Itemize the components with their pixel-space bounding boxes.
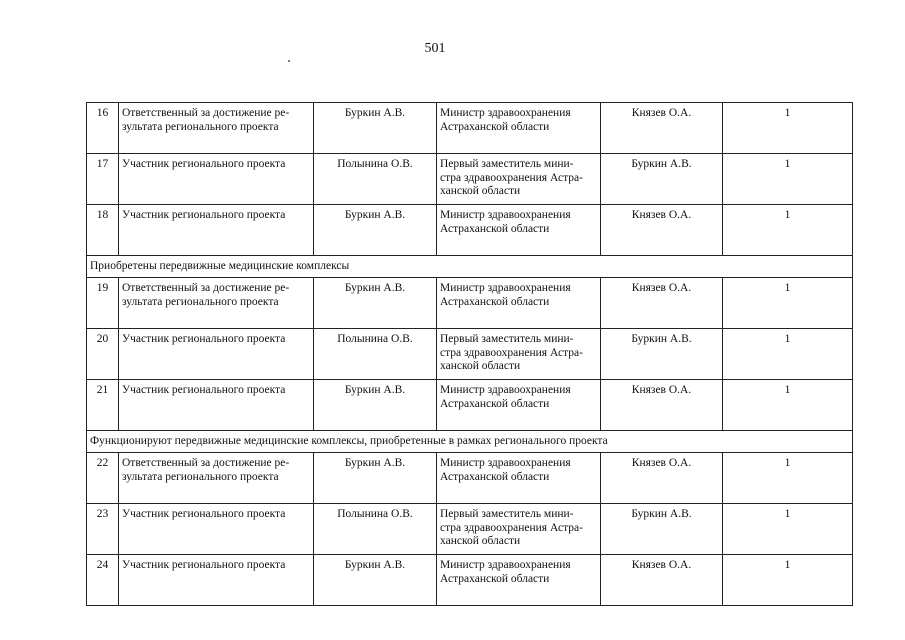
section-header-row <box>87 431 853 453</box>
employment-cell: 1 <box>723 504 853 555</box>
row-number-cell: 18 <box>87 205 119 256</box>
section-header-row <box>87 256 853 278</box>
supervisor-cell: Буркин А.В. <box>601 504 723 555</box>
name-cell: Буркин А.В. <box>314 555 437 606</box>
name-cell: Полынина О.В. <box>314 504 437 555</box>
name-cell: Буркин А.В. <box>314 453 437 504</box>
supervisor-cell: Князев О.А. <box>601 278 723 329</box>
role-cell: Ответственный за достижение ре- зультата регионального проекта <box>119 453 314 504</box>
name-cell: Полынина О.В. <box>314 154 437 205</box>
name-cell: Буркин А.В. <box>314 380 437 431</box>
section-title: Функционируют передвижные медицинские комплексы, приобретенные в рамках регионального проекта <box>87 431 853 453</box>
position-cell: Министр здравоохранения Астраханской области <box>437 278 601 329</box>
role-cell: Ответственный за достижение ре- зультата регионального проекта <box>119 103 314 154</box>
supervisor-cell: Буркин А.В. <box>601 154 723 205</box>
employment-cell: 1 <box>723 103 853 154</box>
position-cell: Первый заместитель мини- стра здравоохранения Астра- ханской области <box>437 154 601 205</box>
row-number-cell: 20 <box>87 329 119 380</box>
role-cell: Участник регионального проекта <box>119 329 314 380</box>
name-cell: Буркин А.В. <box>314 103 437 154</box>
position-cell: Министр здравоохранения Астраханской области <box>437 103 601 154</box>
row-number-cell: 19 <box>87 278 119 329</box>
supervisor-cell: Князев О.А. <box>601 380 723 431</box>
employment-cell: 1 <box>723 154 853 205</box>
name-cell: Буркин А.В. <box>314 278 437 329</box>
scan-speck <box>288 60 290 62</box>
position-cell: Министр здравоохранения Астраханской области <box>437 380 601 431</box>
role-cell: Участник регионального проекта <box>119 504 314 555</box>
name-cell: Буркин А.В. <box>314 205 437 256</box>
row-number-cell: 21 <box>87 380 119 431</box>
employment-cell: 1 <box>723 555 853 606</box>
table-body <box>87 103 853 606</box>
table-row <box>87 329 853 380</box>
table-row <box>87 453 853 504</box>
name-cell: Полынина О.В. <box>314 329 437 380</box>
page-number: 501 <box>424 41 446 56</box>
row-number-cell: 16 <box>87 103 119 154</box>
table-row <box>87 154 853 205</box>
role-cell: Участник регионального проекта <box>119 205 314 256</box>
employment-cell: 1 <box>723 205 853 256</box>
row-number-cell: 23 <box>87 504 119 555</box>
position-cell: Министр здравоохранения Астраханской области <box>437 205 601 256</box>
supervisor-cell: Князев О.А. <box>601 555 723 606</box>
table-row <box>87 103 853 154</box>
role-cell: Участник регионального проекта <box>119 555 314 606</box>
position-cell: Первый заместитель мини- стра здравоохранения Астра- ханской области <box>437 329 601 380</box>
position-cell: Министр здравоохранения Астраханской области <box>437 453 601 504</box>
table-row <box>87 278 853 329</box>
employment-cell: 1 <box>723 278 853 329</box>
row-number-cell: 22 <box>87 453 119 504</box>
table-row <box>87 380 853 431</box>
section-title: Приобретены передвижные медицинские комплексы <box>87 256 853 278</box>
supervisor-cell: Буркин А.В. <box>601 329 723 380</box>
employment-cell: 1 <box>723 453 853 504</box>
supervisor-cell: Князев О.А. <box>601 205 723 256</box>
table-row <box>87 205 853 256</box>
table-row <box>87 555 853 606</box>
employment-cell: 1 <box>723 380 853 431</box>
employment-cell: 1 <box>723 329 853 380</box>
row-number-cell: 24 <box>87 555 119 606</box>
supervisor-cell: Князев О.А. <box>601 103 723 154</box>
role-cell: Участник регионального проекта <box>119 154 314 205</box>
table-row <box>87 504 853 555</box>
row-number-cell: 17 <box>87 154 119 205</box>
position-cell: Министр здравоохранения Астраханской области <box>437 555 601 606</box>
supervisor-cell: Князев О.А. <box>601 453 723 504</box>
role-cell: Участник регионального проекта <box>119 380 314 431</box>
responsibility-table <box>86 102 853 606</box>
position-cell: Первый заместитель мини- стра здравоохранения Астра- ханской области <box>437 504 601 555</box>
role-cell: Ответственный за достижение ре- зультата регионального проекта <box>119 278 314 329</box>
